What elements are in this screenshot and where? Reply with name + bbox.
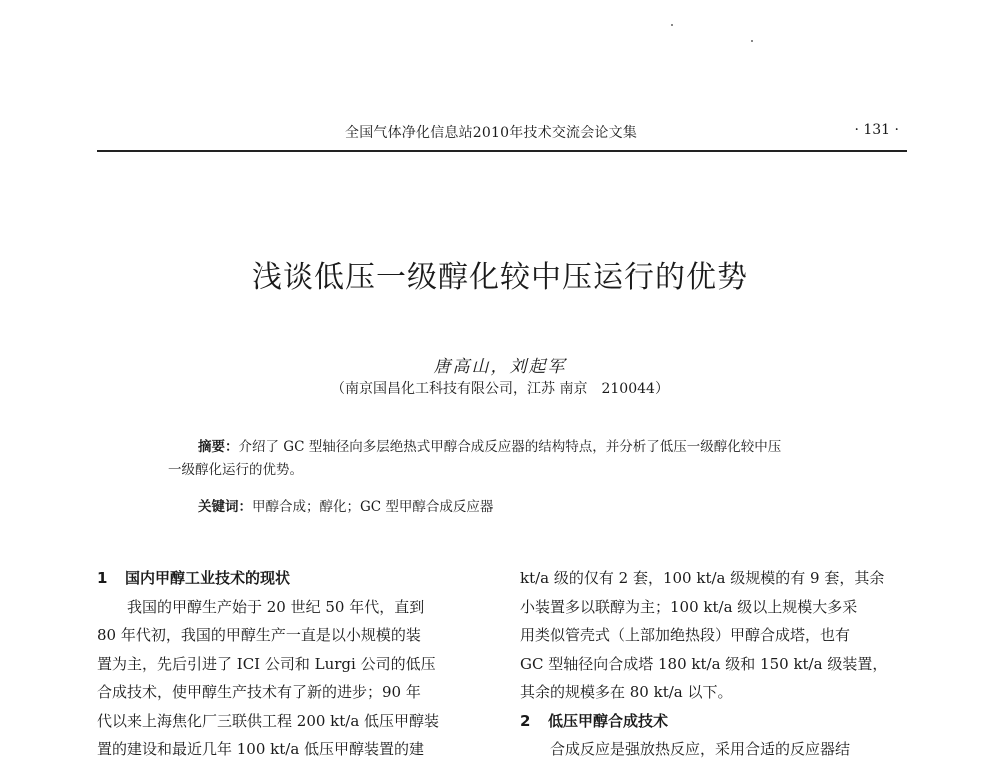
authors: 唐高山，刘起军 xyxy=(433,357,567,377)
keywords-text: 甲醇合成；醇化；GC 型甲醇合成反应器 xyxy=(252,499,494,515)
affiliation: （南京国昌化工科技有限公司，江苏 南京 210044） xyxy=(331,381,669,397)
paragraph-line: 小装置多以联醇为主；100 kt/a 级以上规模大多采 xyxy=(520,597,858,616)
abstract-label: 摘要： xyxy=(198,439,239,455)
paragraph-line: 置为主，先后引进了 ICI 公司和 Lurgi 公司的低压 xyxy=(97,654,436,673)
keywords xyxy=(198,495,493,515)
section-title: 低压甲醇合成技术 xyxy=(548,711,669,730)
scan-speck xyxy=(751,40,753,42)
paragraph-line: 其余的规模多在 80 kt/a 以下。 xyxy=(520,683,733,701)
abstract-line-2: 一级醇化运行的优势。 xyxy=(168,462,303,478)
paper-title: 浅谈低压一级醇化较中压运行的优势 xyxy=(252,260,748,295)
paragraph-line: 合成反应是强放热反应，采用合适的反应器结 xyxy=(550,740,851,758)
left-column xyxy=(97,564,485,764)
section-number: 1 xyxy=(97,569,108,587)
section-title: 国内甲醇工业技术的现状 xyxy=(125,569,291,587)
journal-title: 全国气体净化信息站2010年技术交流会论文集 xyxy=(345,125,638,141)
scan-speck xyxy=(671,24,673,26)
page-number: · 131 · xyxy=(854,122,899,138)
keywords-label: 关键词： xyxy=(198,499,252,515)
right-column xyxy=(520,564,908,764)
paragraph-line: 80 年代初，我国的甲醇生产一直是以小规模的装 xyxy=(97,626,421,644)
abstract-line-1 xyxy=(168,436,848,459)
section-heading-2 xyxy=(520,707,908,736)
paragraph-line: 我国的甲醇生产始于 20 世纪 50 年代，直到 xyxy=(127,597,425,616)
header-rule xyxy=(97,150,907,152)
paragraph-line: kt/a 级的仅有 2 套，100 kt/a 级规模的有 9 套，其余 xyxy=(520,569,885,587)
section-number: 2 xyxy=(520,711,531,730)
paragraph-line: GC 型轴径向合成塔 180 kt/a 级和 150 kt/a 级装置， xyxy=(520,654,888,673)
paragraph-line: 合成技术，使甲醇生产技术有了新的进步；90 年 xyxy=(97,683,421,701)
abstract-text-1: 介绍了 GC 型轴径向多层绝热式甲醇合成反应器的结构特点，并分析了低压一级醇化较中压 xyxy=(238,439,782,455)
paragraph-line: 用类似管壳式（上部加绝热段）甲醇合成塔，也有 xyxy=(520,626,851,644)
running-header xyxy=(97,122,907,144)
section-heading-1 xyxy=(97,564,485,593)
abstract xyxy=(168,436,848,482)
paragraph-line: 代以来上海焦化厂三联供工程 200 kt/a 低压甲醇装 xyxy=(97,711,440,730)
paragraph-line: 置的建设和最近几年 100 kt/a 低压甲醇装置的建 xyxy=(97,740,425,758)
